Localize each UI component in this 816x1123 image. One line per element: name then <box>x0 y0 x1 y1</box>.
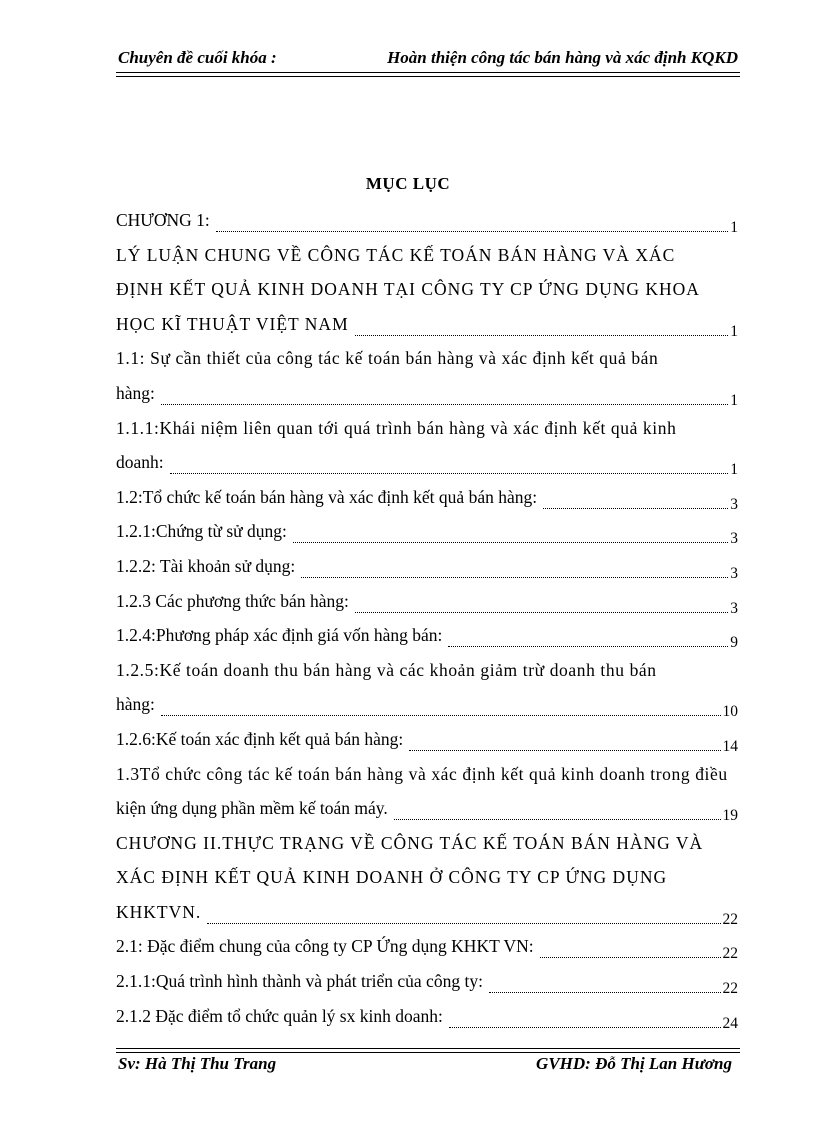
toc-entry[interactable] <box>116 653 738 722</box>
dot-leader <box>216 231 728 232</box>
toc-entry[interactable] <box>116 341 738 410</box>
toc-entry-last-line <box>116 376 738 411</box>
dot-leader <box>489 992 721 993</box>
toc-page-number: 1 <box>730 461 738 479</box>
footer-supervisor: GVHD: Đỗ Thị Lan Hương <box>536 1054 732 1073</box>
toc-entry[interactable] <box>116 999 738 1034</box>
toc-page-number: 14 <box>722 737 738 755</box>
toc-entry[interactable] <box>116 964 738 999</box>
toc-entry-last-line <box>116 445 738 480</box>
toc-entry-text: hàng: <box>116 694 155 715</box>
toc-entry-text: hàng: <box>116 382 155 403</box>
table-of-contents <box>116 203 738 1033</box>
footer-student: Sv: Hà Thị Thu Trang <box>118 1054 277 1073</box>
toc-entry-line: CHƯƠNG II.THỰC TRẠNG VỀ CÔNG TÁC KẾ TOÁN BÁN HÀNG VÀ <box>116 832 704 853</box>
toc-entry-line: XÁC ĐỊNH KẾT QUẢ KINH DOANH Ở CÔNG TY CP ỨNG DỤNG <box>116 867 668 888</box>
toc-entry[interactable] <box>116 238 738 342</box>
header-right-text: Hoàn thiện công tác bán hàng và xác định KQKD <box>387 48 738 67</box>
toc-entry-last-line <box>116 514 738 549</box>
dot-leader <box>409 750 720 751</box>
dot-leader <box>161 404 728 405</box>
toc-entry-last-line <box>116 618 738 653</box>
toc-entry-last-line <box>116 549 738 584</box>
dot-leader <box>355 612 728 613</box>
toc-entry-last-line <box>116 722 738 757</box>
toc-entry[interactable] <box>116 411 738 480</box>
toc-page-number: 1 <box>730 219 738 236</box>
toc-entry-last-line <box>116 999 738 1034</box>
toc-entry-text: 2.1.1:Quá trình hình thành và phát triển của công ty: <box>116 971 483 992</box>
toc-entry-text: 1.2.3 Các phương thức bán hàng: <box>116 590 349 611</box>
toc-entry[interactable] <box>116 549 738 584</box>
toc-page-number: 9 <box>730 634 738 652</box>
toc-entry-line: 1.3Tổ chức công tác kế toán bán hàng và xác định kết quả kinh doanh trong điều <box>116 763 728 784</box>
header-rule <box>116 72 740 73</box>
toc-entry-text: 1.2.6:Kế toán xác định kết quả bán hàng: <box>116 728 404 749</box>
toc-entry-last-line <box>116 480 738 515</box>
dot-leader <box>355 335 729 336</box>
toc-entry-last-line <box>116 584 738 619</box>
toc-entry[interactable] <box>116 203 738 238</box>
toc-entry-line: ĐỊNH KẾT QUẢ KINH DOANH TẠI CÔNG TY CP ỨNG DỤNG KHOA <box>116 279 700 300</box>
header-left-text: Chuyên đề cuối khóa : <box>118 48 277 67</box>
toc-page-number: 10 <box>722 703 738 721</box>
dot-leader <box>301 577 728 578</box>
dot-leader <box>543 508 728 509</box>
toc-entry-line: 1.1.1:Khái niệm liên quan tới quá trình bán hàng và xác định kết quả kinh <box>116 417 677 438</box>
toc-entry-last-line <box>116 203 738 238</box>
toc-page-number: 3 <box>730 495 738 513</box>
toc-entry-last-line <box>116 307 738 342</box>
footer-rule-secondary <box>116 1052 740 1053</box>
toc-entry[interactable] <box>116 929 738 964</box>
toc-entry[interactable] <box>116 722 738 757</box>
page-footer <box>116 1054 740 1078</box>
toc-page-number: 1 <box>730 391 738 409</box>
toc-entry-text: kiện ứng dụng phần mềm kế toán máy. <box>116 798 388 819</box>
toc-entry-text: doanh: <box>116 452 164 473</box>
toc-page-number: 3 <box>730 599 738 617</box>
dot-leader <box>449 1027 721 1028</box>
toc-entry[interactable] <box>116 480 738 515</box>
toc-entry-last-line <box>116 687 738 722</box>
toc-page-number: 22 <box>722 980 738 998</box>
toc-entry-text: 2.1.2 Đặc điểm tổ chức quản lý sx kinh doanh: <box>116 1005 443 1026</box>
dot-leader <box>394 819 721 820</box>
toc-entry-line: 1.2.5:Kế toán doanh thu bán hàng và các khoản giảm trừ doanh thu bán <box>116 659 657 680</box>
toc-entry-last-line <box>116 964 738 999</box>
toc-entry-text: 1.2:Tổ chức kế toán bán hàng và xác định kết quả bán hàng: <box>116 486 538 507</box>
toc-entry-line: LÝ LUẬN CHUNG VỀ CÔNG TÁC KẾ TOÁN BÁN HÀNG VÀ XÁC <box>116 244 676 265</box>
toc-entry-text: HỌC KĨ THUẬT VIỆT NAM <box>116 313 349 334</box>
toc-page-number: 22 <box>722 910 738 928</box>
toc-page-number: 3 <box>730 530 738 548</box>
toc-entry-text: 1.2.2: Tài khoản sử dụng: <box>116 555 296 576</box>
toc-entry[interactable] <box>116 618 738 653</box>
toc-entry-last-line <box>116 791 738 826</box>
dot-leader <box>207 923 720 924</box>
toc-entry[interactable] <box>116 584 738 619</box>
toc-entry[interactable] <box>116 826 738 930</box>
toc-entry[interactable] <box>116 757 738 826</box>
page-header <box>116 48 740 72</box>
dot-leader <box>170 473 729 474</box>
toc-entry-text: CHƯƠNG 1: <box>116 210 210 230</box>
toc-entry-line: 1.1: Sự cần thiết của công tác kế toán bán hàng và xác định kết quả bán <box>116 348 659 369</box>
toc-title: MỤC LỤC <box>365 174 451 193</box>
toc-entry-last-line <box>116 895 738 930</box>
toc-entry-text: 1.2.1:Chứng từ sử dụng: <box>116 521 287 542</box>
toc-page-number: 1 <box>730 322 738 340</box>
header-rule-secondary <box>116 76 740 77</box>
toc-entry-text: 2.1: Đặc điểm chung của công ty CP Ứng dụng KHKT VN: <box>116 936 534 957</box>
dot-leader <box>540 957 721 958</box>
toc-entry-text: 1.2.4:Phương pháp xác định giá vốn hàng bán: <box>116 625 443 646</box>
dot-leader <box>161 715 721 716</box>
toc-page-number: 22 <box>722 945 738 963</box>
toc-entry[interactable] <box>116 514 738 549</box>
dot-leader <box>293 542 728 543</box>
toc-page-number: 24 <box>722 1014 738 1032</box>
footer-rule <box>116 1048 740 1049</box>
toc-page-number: 19 <box>722 807 738 825</box>
toc-page-number: 3 <box>730 564 738 582</box>
toc-entry-last-line <box>116 929 738 964</box>
toc-entry-text: KHKTVN. <box>116 901 202 922</box>
dot-leader <box>448 646 728 647</box>
